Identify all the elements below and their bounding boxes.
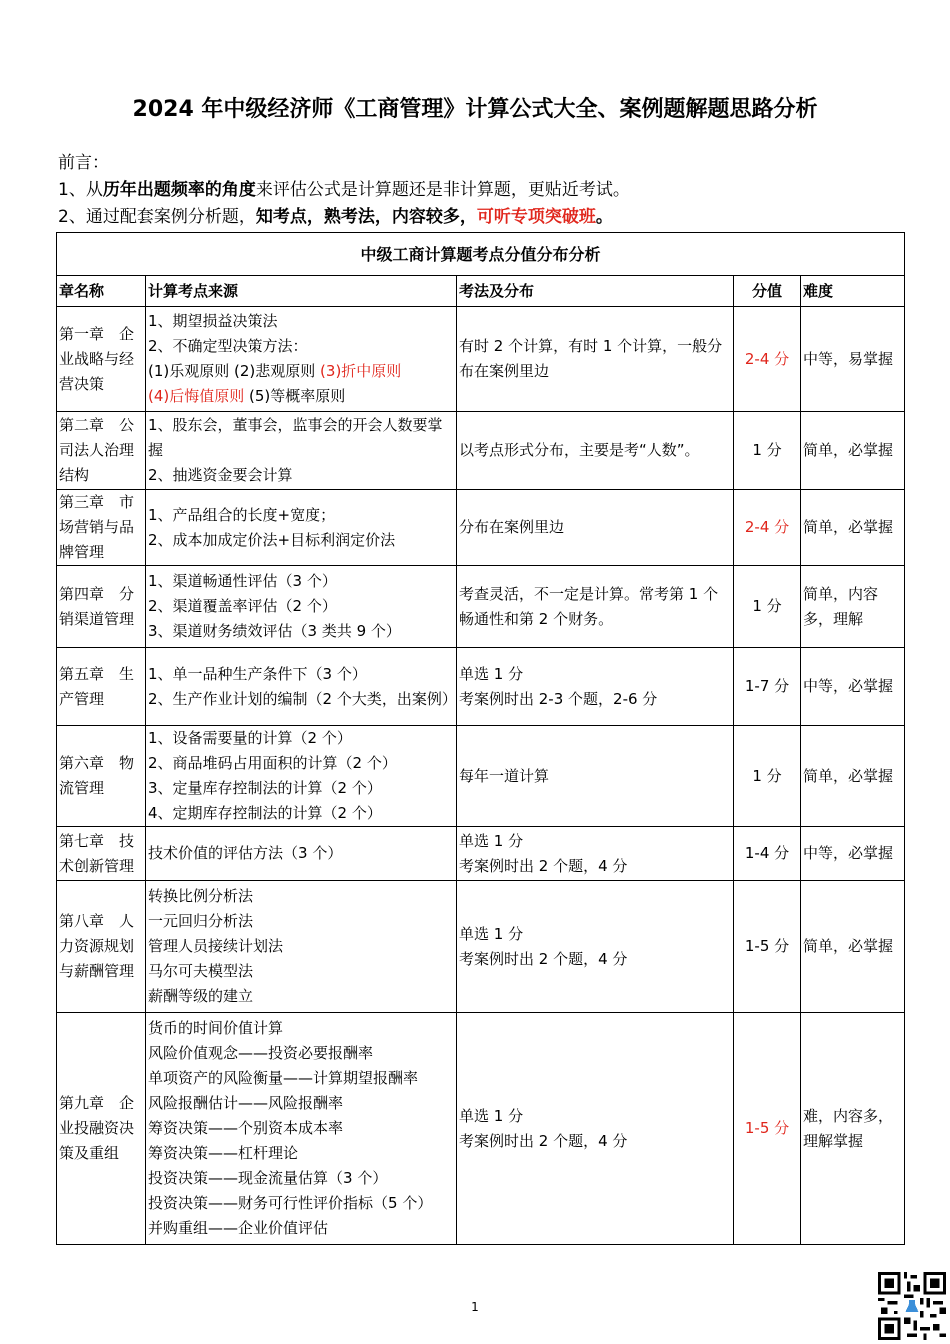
score-cell [734,490,801,566]
method-item: 考案例时出 2 个题，4 分 [459,949,628,968]
method-cell [457,412,734,490]
source-item: 2、生产作业计划的编制（2 个大类，出案例） [148,689,457,708]
difficulty-cell [801,307,905,412]
source-item: 1、设备需要量的计算（2 个） [148,729,352,747]
preface-bold: 知考点，熟考法，内容较多， [255,207,477,227]
source-item: 2、抽逃资金要会计算 [148,466,293,484]
source-item: 1、期望损益决策法 [148,312,278,330]
method-item: 单选 1 分 [459,924,524,943]
source-item: 1、股东会，董事会，监事会的开会人数要掌握 [148,416,443,459]
preface [58,150,630,231]
method-cell [457,881,734,1013]
preface-highlight: 可听专项突破班 [476,207,596,227]
source-cell [146,881,457,1013]
source-item: 货币的时间价值计算 [148,1019,284,1037]
source-item: 4、定期库存控制法的计算（2 个） [148,804,382,822]
difficulty-cell [801,881,905,1013]
difficulty-cell [801,490,905,566]
difficulty-cell [801,566,905,648]
source-item: (1)乐观原则 (2)悲观原则 [148,362,321,380]
score-value: 1-5 分 [744,937,790,955]
method-item: 单选 1 分 [459,664,524,683]
score-cell [734,827,801,881]
preface-line-1 [58,177,630,204]
difficulty-cell [801,726,905,827]
score-value: 1 分 [752,597,782,615]
table-row [57,490,905,566]
chapter-name: 第五章 生产管理 [59,664,135,708]
source-item: 并购重组——企业价值评估 [148,1219,329,1237]
difficulty-value: 简单，必掌握 [803,937,894,955]
difficulty-value: 简单，必掌握 [803,766,894,785]
score-value: 2-4 分 [744,349,790,368]
method-item: 有时 2 个计算，有时 1 个计算，一般分布在案例里边 [459,337,723,380]
chapter-name: 第八章 人力资源规划与薪酬管理 [59,912,135,980]
score-cell [734,726,801,827]
source-item: (4)后悔值原则 [148,387,245,405]
source-cell [146,566,457,648]
chapter-cell [57,307,146,412]
method-item: 考案例时出 2 个题，4 分 [459,856,628,875]
table-row [57,307,905,412]
source-cell [146,648,457,726]
method-cell [457,648,734,726]
preface-bold: 。 [595,207,613,227]
chapter-name: 第二章 公司法人治理结构 [59,416,135,484]
score-cell [734,648,801,726]
chapter-name: 第六章 物流管理 [59,754,135,797]
chapter-name: 第三章 市场营销与品牌管理 [59,493,135,561]
score-cell [734,881,801,1013]
page-number: 1 [471,1300,479,1314]
source-item: 1、单一品种生产条件下（3 个） [148,664,367,683]
source-item: 单项资产的风险衡量——计算期望报酬率 [148,1069,419,1087]
method-item: 分布在案例里边 [459,518,565,536]
preface-heading: 前言： [58,153,109,173]
method-cell [457,490,734,566]
source-item: 风险价值观念——投资必要报酬率 [148,1044,374,1062]
table-row [57,726,905,827]
source-cell [146,412,457,490]
source-item: 2、商品堆码占用面积的计算（2 个） [148,754,397,772]
method-cell [457,726,734,827]
source-item: 转换比例分析法 [148,887,254,905]
score-value: 1-5 分 [744,1119,790,1137]
source-item: 2、成本加成定价法+目标利润定价法 [148,530,396,549]
page-title: 2024 年中级经济师《工商管理》计算公式大全、案例题解题思路分析 [132,97,818,122]
method-item: 单选 1 分 [459,1106,524,1125]
chapter-cell [57,566,146,648]
preface-text: 1、从 [58,180,103,200]
source-item: (3)折中原则 [320,362,402,380]
difficulty-cell [801,827,905,881]
difficulty-cell [801,412,905,490]
source-cell [146,1013,457,1245]
table-caption: 中级工商计算题考点分值分布分析 [57,233,905,276]
header-source: 计算考点来源 [146,276,457,307]
source-item: 筹资决策——个别资本成本率 [148,1119,344,1137]
source-cell [146,827,457,881]
score-value: 1-7 分 [744,677,790,695]
table-row [57,827,905,881]
header-chapter: 章名称 [57,276,146,307]
score-table [56,232,905,1245]
source-item: 马尔可夫模型法 [148,962,254,980]
qr-code-icon [878,1272,946,1340]
table-row [57,648,905,726]
method-item: 考查灵活，不一定是计算。常考第 1 个畅通性和第 2 个财务。 [459,584,719,628]
method-item: 考案例时出 2-3 个题，2-6 分 [459,689,658,708]
source-item: 1、渠道畅通性评估（3 个） [148,572,337,590]
difficulty-value: 中等，易掌握 [803,349,894,368]
score-cell [734,566,801,648]
preface-bold: 历年出题频率的角度 [102,180,256,200]
source-item: (5)等概率原则 [244,387,346,405]
chapter-name: 第七章 技术创新管理 [59,831,135,875]
difficulty-value: 简单，必掌握 [803,441,894,459]
method-item: 以考点形式分布，主要是考“人数”。 [459,441,700,459]
score-cell [734,307,801,412]
chapter-cell [57,827,146,881]
source-item: 投资决策——现金流量估算（3 个） [148,1169,388,1187]
score-cell [734,412,801,490]
chapter-cell [57,648,146,726]
source-item: 2、渠道覆盖率评估（2 个） [148,597,337,615]
source-item: 3、定量库存控制法的计算（2 个） [148,779,382,797]
score-value: 1-4 分 [744,844,790,862]
difficulty-value: 难，内容多，理解掌握 [803,1106,894,1150]
difficulty-value: 中等，必掌握 [803,677,894,695]
score-cell [734,1013,801,1245]
chapter-cell [57,412,146,490]
table-row [57,566,905,648]
method-cell [457,566,734,648]
difficulty-value: 简单，必掌握 [803,518,894,536]
chapter-name: 第一章 企业战略与经营决策 [59,324,135,393]
source-item: 薪酬等级的建立 [148,987,254,1005]
score-value: 1 分 [752,766,782,785]
method-item: 单选 1 分 [459,831,524,850]
difficulty-cell [801,648,905,726]
method-cell [457,307,734,412]
header-method: 考法及分布 [457,276,734,307]
chapter-name: 第九章 企业投融资决策及重组 [59,1094,135,1162]
difficulty-cell [801,1013,905,1245]
method-cell [457,1013,734,1245]
table-row [57,412,905,490]
method-item: 考案例时出 2 个题，4 分 [459,1131,628,1150]
preface-text: 来评估公式是计算题还是非计算题，更贴近考试。 [255,180,630,200]
preface-text: 2、通过配套案例分析题， [58,207,256,227]
chapter-cell [57,881,146,1013]
table-row [57,1013,905,1245]
source-item: 投资决策——财务可行性评价指标（5 个） [148,1194,433,1212]
method-item: 每年一道计算 [459,766,550,785]
source-item: 风险报酬估计——风险报酬率 [148,1094,344,1112]
source-item: 技术价值的评估方法（3 个） [148,844,343,862]
chapter-cell [57,490,146,566]
source-item: 2、不确定型决策方法： [148,337,308,355]
source-cell [146,490,457,566]
difficulty-value: 简单，内容多，理解 [803,584,879,628]
difficulty-value: 中等，必掌握 [803,844,894,862]
chapter-name: 第四章 分销渠道管理 [59,584,135,628]
source-item: 1、产品组合的长度+宽度； [148,505,336,524]
chapter-cell [57,1013,146,1245]
header-score: 分值 [734,276,801,307]
source-item: 管理人员接续计划法 [148,937,284,955]
source-item: 一元回归分析法 [148,912,254,930]
table-row [57,881,905,1013]
table-header-row [57,276,905,307]
source-item: 3、渠道财务绩效评估（3 类共 9 个） [148,622,401,640]
preface-line-2 [58,204,630,231]
source-item: 筹资决策——杠杆理论 [148,1144,299,1162]
method-cell [457,827,734,881]
score-value: 1 分 [752,441,782,459]
source-cell [146,726,457,827]
score-value: 2-4 分 [744,518,790,536]
chapter-cell [57,726,146,827]
source-cell [146,307,457,412]
header-difficulty: 难度 [801,276,905,307]
